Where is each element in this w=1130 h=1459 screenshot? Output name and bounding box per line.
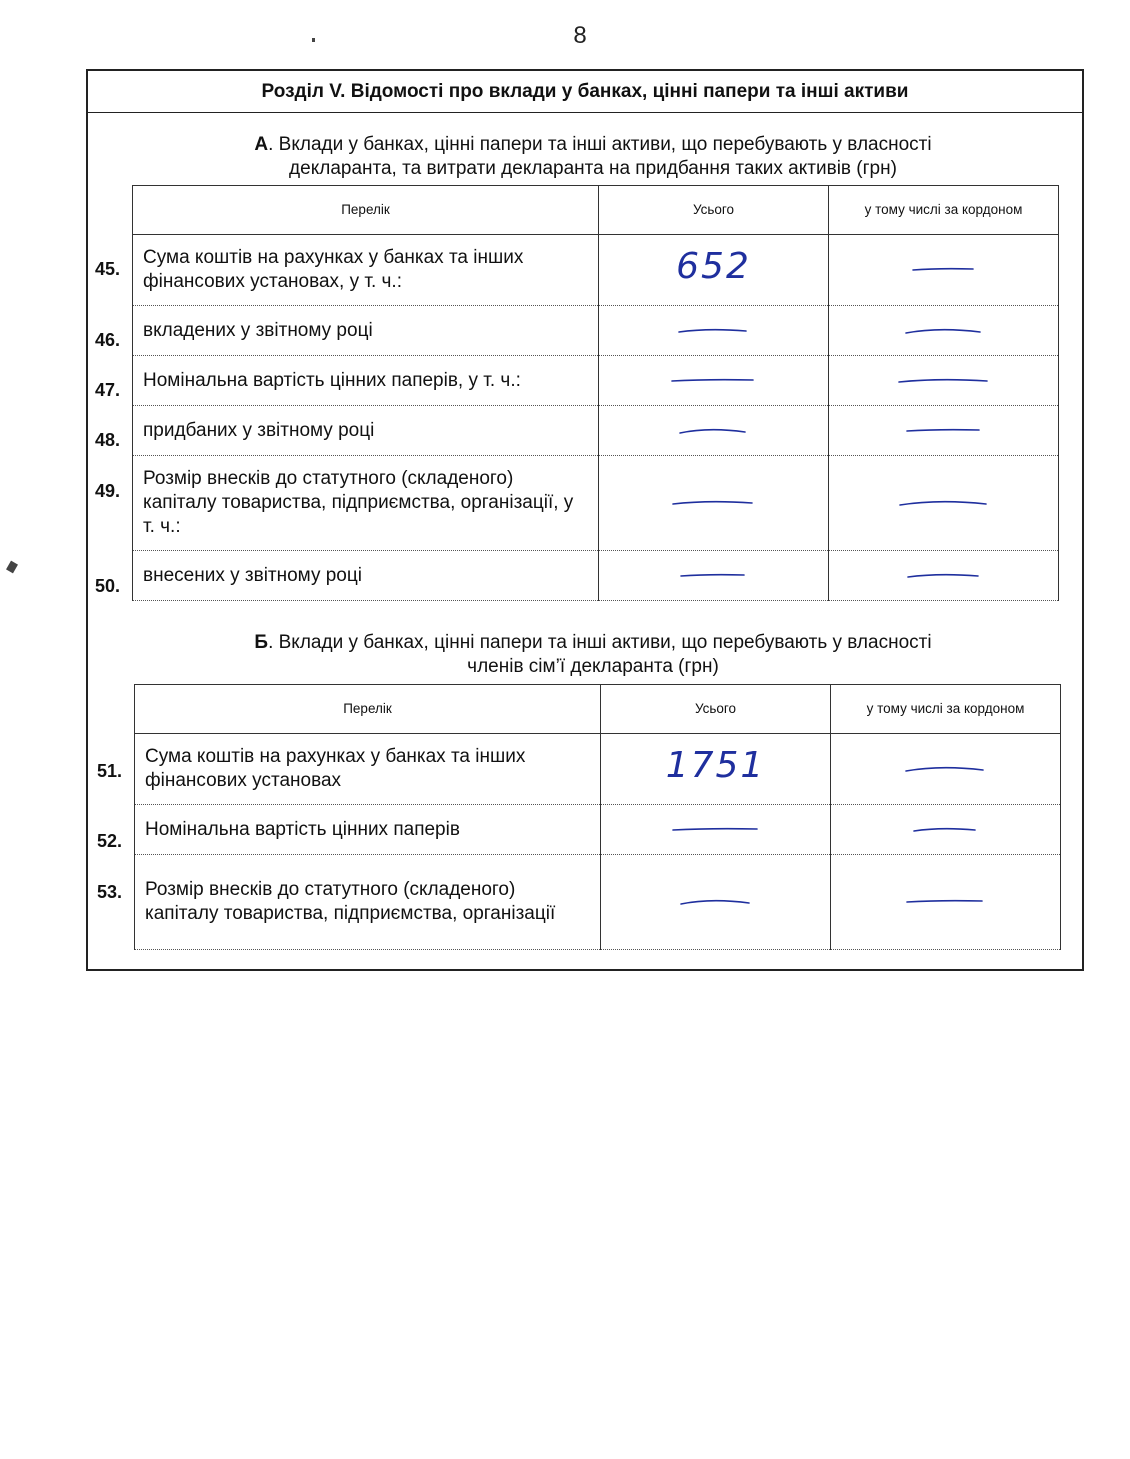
row-number: 45. <box>94 259 120 279</box>
row-label: Сума коштів на рахунках у банках та інших фінансових установах, у т. ч.: <box>133 235 599 306</box>
header-total: Усього <box>599 186 829 235</box>
header-list: Перелік <box>135 685 601 734</box>
part-a-table <box>132 185 1059 601</box>
section-title: Розділ V. Відомості про вклади у банках, цінні папери та інші активи <box>88 71 1082 113</box>
header-list: Перелік <box>133 186 599 235</box>
page-number: 8 <box>573 22 587 49</box>
row-label: Номінальна вартість цінних паперів <box>135 805 601 855</box>
dash-mark <box>839 263 1048 277</box>
row-total <box>599 456 829 551</box>
handwritten-value: 652 <box>676 246 751 287</box>
dash-mark <box>839 324 1048 338</box>
row-number: 49. <box>94 481 120 501</box>
dash-mark <box>841 895 1050 909</box>
dash-stroke <box>668 374 759 388</box>
table-row <box>133 456 1059 551</box>
row-abroad <box>829 356 1059 406</box>
row-abroad <box>829 235 1059 306</box>
part-a-title <box>128 133 1058 181</box>
table-row <box>135 855 1061 950</box>
table-row <box>133 406 1059 456</box>
row-total <box>599 356 829 406</box>
row-number: 47. <box>94 380 120 400</box>
row-total <box>599 551 829 601</box>
dash-stroke <box>677 895 755 909</box>
row-number: 48. <box>94 430 120 450</box>
dash-mark <box>611 895 820 909</box>
row-number: 51. <box>96 761 122 781</box>
dash-mark <box>609 569 818 583</box>
dash-stroke <box>669 823 763 837</box>
part-b-title-line2: членів сім’ї декларанта (грн) <box>467 656 719 677</box>
dash-mark <box>611 823 820 837</box>
dash-mark <box>841 762 1050 776</box>
dash-mark <box>839 424 1048 438</box>
part-b-table <box>134 684 1061 950</box>
row-total <box>599 235 829 306</box>
row-label: Номінальна вартість цінних паперів, у т. ч.: <box>133 356 599 406</box>
row-number: 52. <box>96 831 122 851</box>
dash-stroke <box>904 569 984 583</box>
row-label: вкладених у звітному році <box>133 306 599 356</box>
row-abroad <box>829 456 1059 551</box>
row-label: Сума коштів на рахунках у банках та інших фінансових установах <box>135 734 601 805</box>
dash-stroke <box>677 569 750 583</box>
row-abroad <box>829 406 1059 456</box>
dash-stroke <box>903 424 985 438</box>
part-b-title-line1: . Вклади у банках, цінні папери та інші активи, що перебувають у власності <box>268 632 932 653</box>
table-row <box>133 356 1059 406</box>
scan-speck <box>312 38 315 42</box>
dash-mark <box>609 424 818 438</box>
row-number: 50. <box>94 576 120 596</box>
part-b-header-row <box>135 685 1061 734</box>
row-label: придбаних у звітному році <box>133 406 599 456</box>
table-row <box>135 734 1061 805</box>
dash-mark <box>841 823 1050 837</box>
part-a-header-row <box>133 186 1059 235</box>
dash-mark <box>839 569 1048 583</box>
part-a-letter: А <box>254 134 269 155</box>
header-abroad: у тому числі за кордоном <box>829 186 1059 235</box>
row-number: 53. <box>96 882 122 902</box>
part-a-title-line2: декларанта, та витрати декларанта на придбання таких активів (грн) <box>289 158 897 179</box>
dash-mark <box>609 374 818 388</box>
header-total: Усього <box>601 685 831 734</box>
scan-speck <box>6 561 18 574</box>
row-total <box>601 855 831 950</box>
section-frame <box>86 69 1084 971</box>
header-abroad: у тому числі за кордоном <box>831 685 1061 734</box>
table-row <box>133 235 1059 306</box>
row-total <box>601 734 831 805</box>
dash-stroke <box>669 496 758 510</box>
dash-mark <box>609 324 818 338</box>
dash-stroke <box>895 374 993 388</box>
part-a-title-line1: . Вклади у банках, цінні папери та інші активи, що перебувають у власності <box>268 134 932 155</box>
row-abroad <box>831 734 1061 805</box>
row-label: внесених у звітному році <box>133 551 599 601</box>
row-abroad <box>831 855 1061 950</box>
dash-stroke <box>675 324 752 338</box>
dash-stroke <box>909 263 979 277</box>
table-row <box>133 551 1059 601</box>
row-number: 46. <box>94 330 120 350</box>
dash-mark <box>609 496 818 510</box>
row-abroad <box>829 306 1059 356</box>
dash-stroke <box>896 496 992 510</box>
dash-stroke <box>902 324 986 338</box>
dash-stroke <box>902 762 989 776</box>
row-total <box>599 406 829 456</box>
dash-stroke <box>910 823 981 837</box>
dash-mark <box>839 496 1048 510</box>
row-label: Розмір внесків до статутного (складеного) капіталу товариства, підприємства, організації, у т. ч.: <box>133 456 599 551</box>
row-abroad <box>831 805 1061 855</box>
dash-mark <box>839 374 1048 388</box>
row-label: Розмір внесків до статутного (складеного) капіталу товариства, підприємства, організації <box>135 855 601 950</box>
part-b-letter: Б <box>254 632 269 653</box>
table-row <box>135 805 1061 855</box>
table-row <box>133 306 1059 356</box>
row-total <box>601 805 831 855</box>
row-total <box>599 306 829 356</box>
dash-stroke <box>676 424 751 438</box>
dash-stroke <box>903 895 988 909</box>
row-abroad <box>829 551 1059 601</box>
handwritten-value: 1751 <box>665 745 766 786</box>
part-b-title <box>128 631 1058 679</box>
